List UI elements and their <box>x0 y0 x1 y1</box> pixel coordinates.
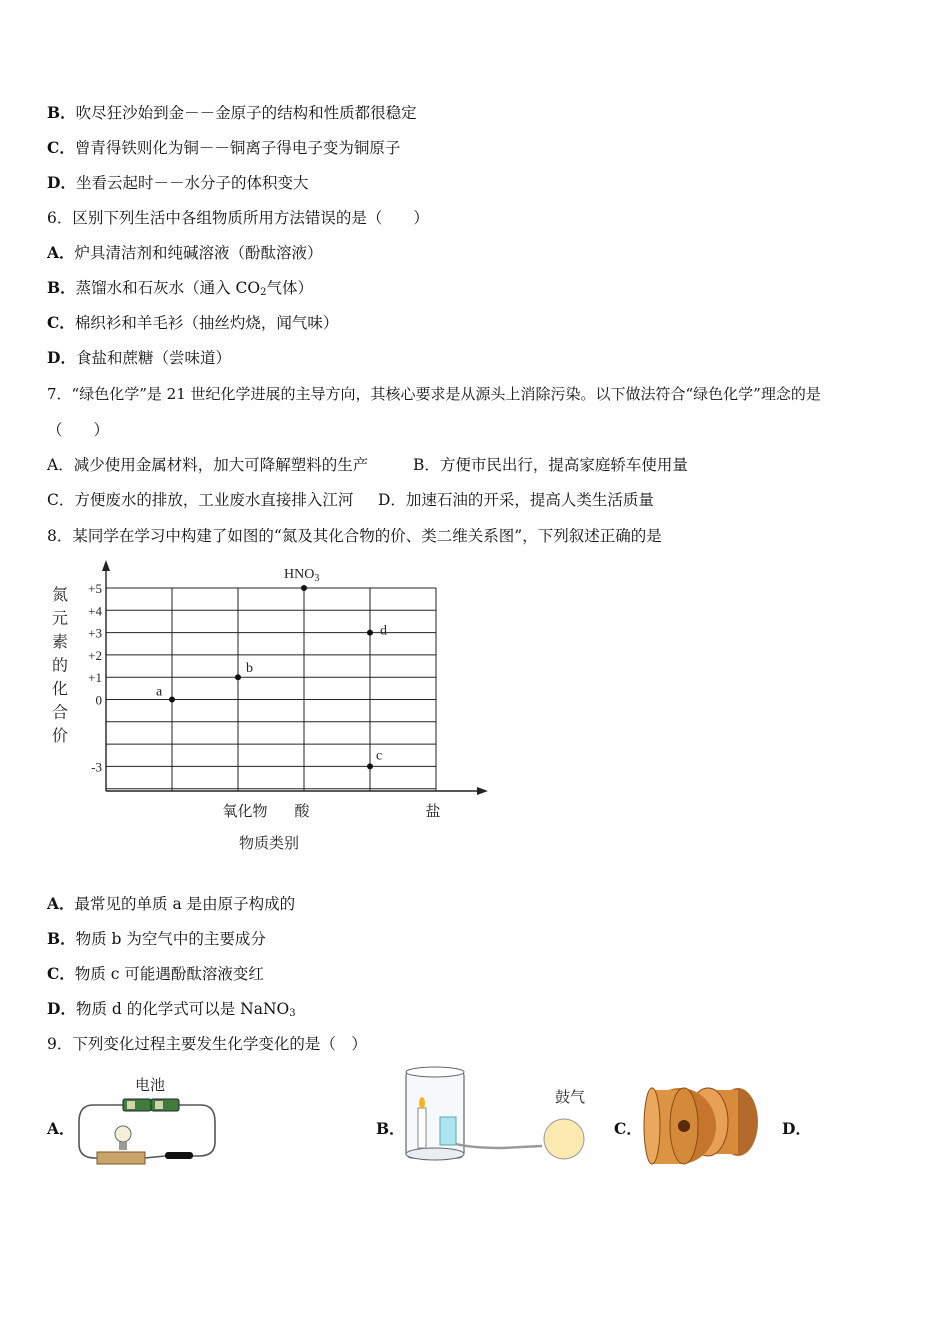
q6-option-c: C．棉织衫和羊毛衫（抽丝灼烧，闻气味） <box>47 313 339 332</box>
q6-option-a: A．炉具清洁剂和纯碱溶液（酚酞溶液） <box>47 243 323 262</box>
q8-option-c: C．物质 c 可能遇酚酞溶液变红 <box>47 964 264 983</box>
point-hno <box>301 585 307 591</box>
y-tick-label: -3 <box>91 759 102 775</box>
q6-option-b: B．蒸馏水和石灰水（通入 $CO_2$气体） <box>47 278 313 298</box>
q9-label-c: C． <box>614 1119 642 1138</box>
battery-caption: 电池 <box>134 1076 166 1094</box>
switch-base-icon <box>97 1152 145 1164</box>
y-axis-title <box>52 586 68 745</box>
point-d <box>367 630 373 636</box>
x-tick-label: 氧化物 <box>222 804 268 820</box>
x-axis-title: 物质类别 <box>238 836 300 852</box>
q7-option-b: B．方便市民出行，提高家庭轿车使用量 <box>413 456 688 474</box>
point-label: b <box>246 661 253 677</box>
q9-label-a: A． <box>47 1119 75 1138</box>
bulb-icon <box>115 1126 131 1142</box>
point-c <box>367 763 373 769</box>
y-tick-labels <box>88 581 102 774</box>
y-axis-title-char: 素 <box>51 634 69 651</box>
point-label: d <box>380 623 387 639</box>
point-b <box>235 674 241 680</box>
y-axis-title-char: 合 <box>51 704 69 722</box>
q7-blank: （ ） <box>47 421 110 439</box>
q9-label-d: D． <box>782 1119 811 1138</box>
point-a <box>169 697 175 703</box>
x-tick-label: 酸 <box>294 804 310 820</box>
q9-stem: 9．下列变化过程主要发生化学变化的是（ ） <box>47 1035 367 1053</box>
y-axis-title-char: 化 <box>51 681 69 698</box>
valence-class-chart <box>40 556 510 866</box>
q9-label-b: B． <box>376 1119 405 1138</box>
candle-jar-illustration <box>402 1062 592 1167</box>
y-tick-label: +2 <box>88 647 102 663</box>
y-tick-label: +1 <box>88 670 102 686</box>
q7-stem: 7．“绿色化学”是 21 世纪化学进展的主导方向，其核心要求是从源头上消除污染。以下做法符合“绿色化学”理念的是 <box>47 385 821 403</box>
q7-option-c: C．方便废水的排放，工业废水直接排入江河 <box>47 491 354 509</box>
y-axis-arrow <box>102 560 110 571</box>
copper-spools-illustration <box>640 1080 762 1170</box>
y-tick-label: +4 <box>88 603 102 619</box>
x-axis-arrow <box>477 787 488 795</box>
q7-option-a: A．减少使用金属材料，加大可降解塑料的生产 <box>47 456 369 474</box>
wire-plug-icon <box>165 1152 193 1159</box>
y-axis-title-char: 元 <box>51 610 69 628</box>
y-axis-title-char: 的 <box>51 657 69 675</box>
x-tick-label: 盐 <box>425 804 441 820</box>
y-tick-label: +5 <box>88 581 102 596</box>
balloon-caption: 鼓气 <box>554 1088 586 1106</box>
y-tick-label: 0 <box>95 692 102 708</box>
q6-stem: 6．区别下列生活中各组物质所用方法错误的是（ ） <box>47 209 429 227</box>
battery-circuit-illustration <box>75 1072 220 1172</box>
q5-option-d: D．坐看云起时－－水分子的体积变大 <box>47 173 309 192</box>
q6-option-d: D．食盐和蔗糖（尝味道） <box>47 348 231 367</box>
point-label: a <box>156 684 163 700</box>
q5-option-b: B．吹尽狂沙始到金－－金原子的结构和性质都很稳定 <box>47 103 417 122</box>
y-axis-title-char: 氮 <box>51 587 69 604</box>
candle-icon <box>418 1108 426 1148</box>
water-cup-icon <box>440 1117 456 1145</box>
y-axis-title-char: 价 <box>51 728 69 745</box>
x-tick-labels <box>222 802 440 820</box>
balloon-icon <box>544 1119 584 1159</box>
q8-option-b: B．物质 b 为空气中的主要成分 <box>47 929 266 948</box>
point-label: $HNO_3$ <box>284 567 320 584</box>
y-tick-label: +3 <box>88 625 102 641</box>
chart-points <box>156 567 387 769</box>
q5-option-c: C．曾青得铁则化为铜－－铜离子得电子变为铜原子 <box>47 138 401 157</box>
q8-option-d: D．物质 d 的化学式可以是 NaNO$_3$ <box>47 999 296 1019</box>
q8-option-a: A．最常见的单质 a 是由原子构成的 <box>47 894 296 913</box>
q7-option-d: D．加速石油的开采，提高人类生活质量 <box>378 491 654 509</box>
q8-stem: 8．某同学在学习中构建了如图的“氮及其化合物的价、类二维关系图”，下列叙述正确的是 <box>47 527 662 545</box>
point-label: c <box>376 748 383 764</box>
